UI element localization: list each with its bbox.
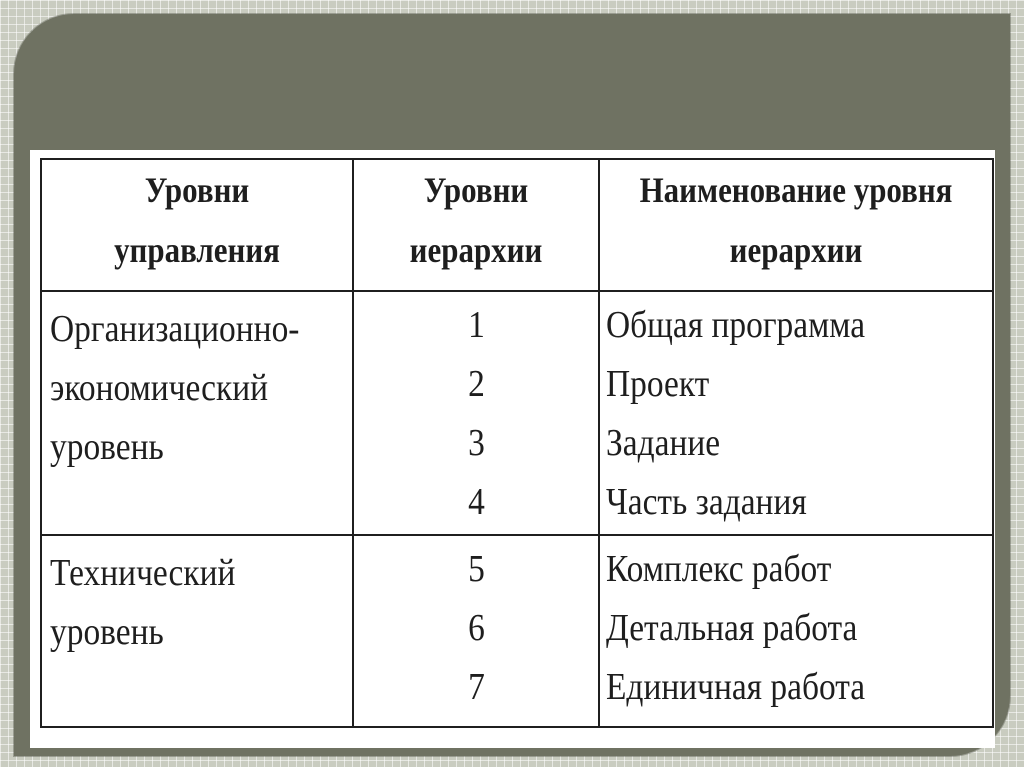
management-level-cell xyxy=(41,291,353,535)
level-name: Комплекс работ xyxy=(606,548,832,590)
hierarchy-level-number: 4 xyxy=(467,481,485,523)
hierarchy-level-number: 5 xyxy=(467,548,485,590)
level-name: Проект xyxy=(606,363,710,405)
level-name: Единичная работа xyxy=(606,666,866,708)
header-line: Наименование уровня xyxy=(639,170,953,210)
level-name: Задание xyxy=(606,422,721,464)
management-level-line: экономический xyxy=(50,367,269,409)
header-level-name xyxy=(627,159,966,291)
table-sheet xyxy=(30,150,995,748)
header-line: иерархии xyxy=(729,230,863,270)
level-name-cell xyxy=(599,291,993,535)
table-row xyxy=(41,535,993,727)
management-level-cell xyxy=(41,535,353,727)
level-name: Общая программа xyxy=(606,304,866,346)
level-name-cell xyxy=(599,535,993,727)
management-level-line: Технический xyxy=(50,552,236,594)
management-level-line: Организационно- xyxy=(50,308,300,350)
header-line: Уровни xyxy=(423,170,529,210)
hierarchy-level-number: 2 xyxy=(467,363,485,405)
header-line: Уровни xyxy=(144,170,250,210)
header-line: иерархии xyxy=(409,230,543,270)
table-header-row xyxy=(41,159,993,291)
hierarchy-level-cell xyxy=(353,535,599,727)
header-line: управления xyxy=(114,230,280,270)
level-name: Детальная работа xyxy=(606,607,858,649)
header-hierarchy-levels xyxy=(370,159,582,291)
hierarchy-level-number: 7 xyxy=(467,666,485,708)
table-row xyxy=(41,291,993,535)
hierarchy-level-number: 3 xyxy=(467,422,485,464)
header-management-levels xyxy=(63,159,331,291)
hierarchy-level-number: 6 xyxy=(467,607,485,649)
hierarchy-table xyxy=(40,158,994,728)
level-name: Часть задания xyxy=(606,481,807,523)
management-level-line: уровень xyxy=(50,426,164,468)
management-level-line: уровень xyxy=(50,611,164,653)
hierarchy-level-cell xyxy=(353,291,599,535)
hierarchy-level-number: 1 xyxy=(467,304,485,346)
